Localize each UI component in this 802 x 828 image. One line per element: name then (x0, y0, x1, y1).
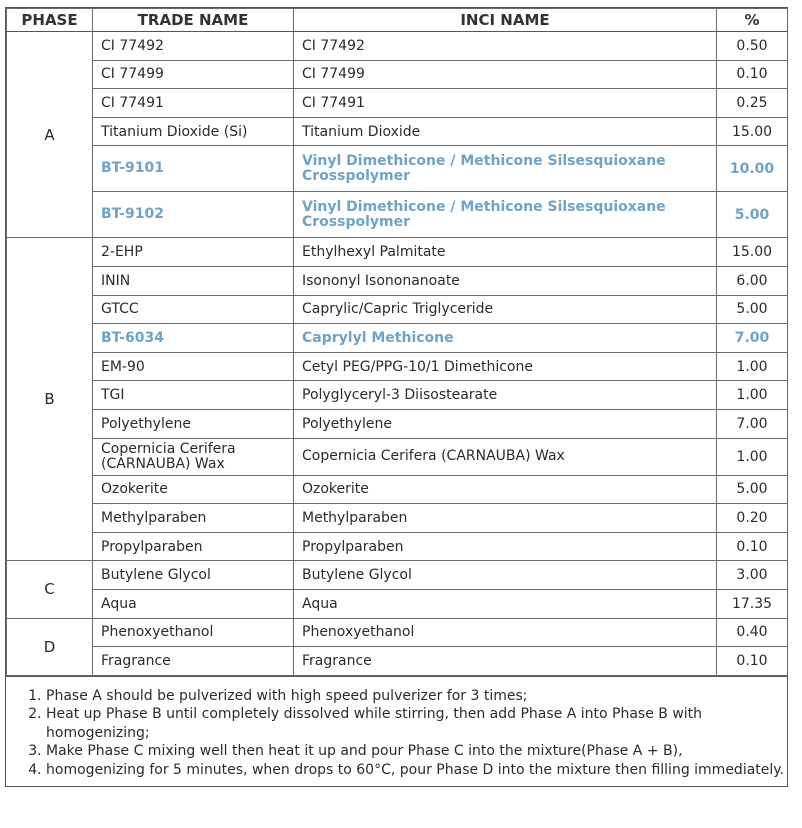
percent-cell: 1.00 (717, 352, 788, 381)
table-row (7, 532, 788, 561)
percent-cell: 10.00 (717, 146, 788, 192)
percent-cell: 5.00 (717, 192, 788, 238)
table-row (7, 504, 788, 533)
trade-name-cell: Polyethylene (93, 409, 294, 438)
table-row (7, 589, 788, 618)
percent-cell: 1.00 (717, 438, 788, 475)
inci-name-cell: Copernicia Cerifera (CARNAUBA) Wax (294, 438, 717, 475)
table-row (7, 89, 788, 118)
procedure-step: 2. Heat up Phase B until completely dissolved while stirring, then add Phase A into Phase B with homogenizing; (46, 705, 787, 742)
inci-name-cell: Polyethylene (294, 409, 717, 438)
procedure-step: 3. Make Phase C mixing well then heat it up and pour Phase C into the mixture(Phase A + B), (46, 742, 787, 761)
trade-name-cell: BT-6034 (93, 324, 294, 353)
table-row (7, 32, 788, 61)
inci-name-cell: Ethylhexyl Palmitate (294, 238, 717, 267)
table-row (7, 409, 788, 438)
trade-name-cell: Fragrance (93, 647, 294, 676)
formulation-table (6, 8, 788, 676)
percent-cell: 17.35 (717, 589, 788, 618)
header-inci-name: INCI NAME (294, 9, 717, 32)
inci-name-cell: Caprylyl Methicone (294, 324, 717, 353)
inci-name-cell: Propylparaben (294, 532, 717, 561)
formulation-sheet (5, 7, 788, 787)
table-row (7, 295, 788, 324)
table-row (7, 266, 788, 295)
inci-name-cell: Fragrance (294, 647, 717, 676)
percent-cell: 0.10 (717, 647, 788, 676)
inci-name-cell: Ozokerite (294, 475, 717, 504)
trade-name-cell: Aqua (93, 589, 294, 618)
phase-label: B (7, 238, 93, 561)
percent-cell: 7.00 (717, 324, 788, 353)
phase-label: A (7, 32, 93, 238)
inci-name-cell: Cetyl PEG/PPG-10/1 Dimethicone (294, 352, 717, 381)
percent-cell: 0.10 (717, 60, 788, 89)
trade-name-cell: Ozokerite (93, 475, 294, 504)
trade-name-cell: ININ (93, 266, 294, 295)
table-row (7, 238, 788, 267)
table-body (7, 32, 788, 676)
trade-name-cell: Propylparaben (93, 532, 294, 561)
percent-cell: 1.00 (717, 381, 788, 410)
inci-name-cell: CI 77492 (294, 32, 717, 61)
trade-name-cell: BT-9102 (93, 192, 294, 238)
table-row (7, 352, 788, 381)
inci-name-cell: CI 77491 (294, 89, 717, 118)
trade-name-cell: CI 77499 (93, 60, 294, 89)
percent-cell: 5.00 (717, 295, 788, 324)
phase-label: C (7, 561, 93, 618)
trade-name-cell: CI 77491 (93, 89, 294, 118)
percent-cell: 15.00 (717, 117, 788, 146)
header-trade-name: TRADE NAME (93, 9, 294, 32)
table-row (7, 117, 788, 146)
inci-name-cell: Phenoxyethanol (294, 618, 717, 647)
procedure-list (6, 687, 787, 780)
percent-cell: 6.00 (717, 266, 788, 295)
phase-label: D (7, 618, 93, 675)
procedure-step: 4. homogenizing for 5 minutes, when drops to 60°C, pour Phase D into the mixture then filling immediately. (46, 761, 787, 780)
table-row (7, 381, 788, 410)
inci-name-cell: Isononyl Isononanoate (294, 266, 717, 295)
trade-name-cell: 2-EHP (93, 238, 294, 267)
table-row (7, 618, 788, 647)
trade-name-cell: Methylparaben (93, 504, 294, 533)
percent-cell: 7.00 (717, 409, 788, 438)
percent-cell: 5.00 (717, 475, 788, 504)
table-row (7, 192, 788, 238)
inci-name-cell: Butylene Glycol (294, 561, 717, 590)
inci-name-cell: Caprylic/Capric Triglyceride (294, 295, 717, 324)
table-row (7, 146, 788, 192)
table-row (7, 438, 788, 475)
header-phase: PHASE (7, 9, 93, 32)
procedure-step: 1. Phase A should be pulverized with high speed pulverizer for 3 times; (46, 687, 787, 706)
trade-name-cell: BT-9101 (93, 146, 294, 192)
inci-name-cell: Methylparaben (294, 504, 717, 533)
header-row (7, 9, 788, 32)
inci-name-cell: Vinyl Dimethicone / Methicone Silsesquioxane Crosspolymer (294, 192, 717, 238)
trade-name-cell: Titanium Dioxide (Si) (93, 117, 294, 146)
inci-name-cell: Titanium Dioxide (294, 117, 717, 146)
inci-name-cell: Polyglyceryl-3 Diisostearate (294, 381, 717, 410)
table-row (7, 475, 788, 504)
trade-name-cell: Butylene Glycol (93, 561, 294, 590)
header-percent: % (717, 9, 788, 32)
inci-name-cell: CI 77499 (294, 60, 717, 89)
table-row (7, 60, 788, 89)
procedure-notes (6, 676, 787, 787)
percent-cell: 0.50 (717, 32, 788, 61)
table-row (7, 324, 788, 353)
inci-name-cell: Vinyl Dimethicone / Methicone Silsesquioxane Crosspolymer (294, 146, 717, 192)
trade-name-cell: Phenoxyethanol (93, 618, 294, 647)
percent-cell: 0.20 (717, 504, 788, 533)
percent-cell: 0.25 (717, 89, 788, 118)
percent-cell: 15.00 (717, 238, 788, 267)
trade-name-cell: Copernicia Cerifera (CARNAUBA) Wax (93, 438, 294, 475)
table-row (7, 647, 788, 676)
inci-name-cell: Aqua (294, 589, 717, 618)
trade-name-cell: GTCC (93, 295, 294, 324)
trade-name-cell: EM-90 (93, 352, 294, 381)
trade-name-cell: TGI (93, 381, 294, 410)
percent-cell: 0.10 (717, 532, 788, 561)
table-row (7, 561, 788, 590)
percent-cell: 3.00 (717, 561, 788, 590)
percent-cell: 0.40 (717, 618, 788, 647)
trade-name-cell: CI 77492 (93, 32, 294, 61)
